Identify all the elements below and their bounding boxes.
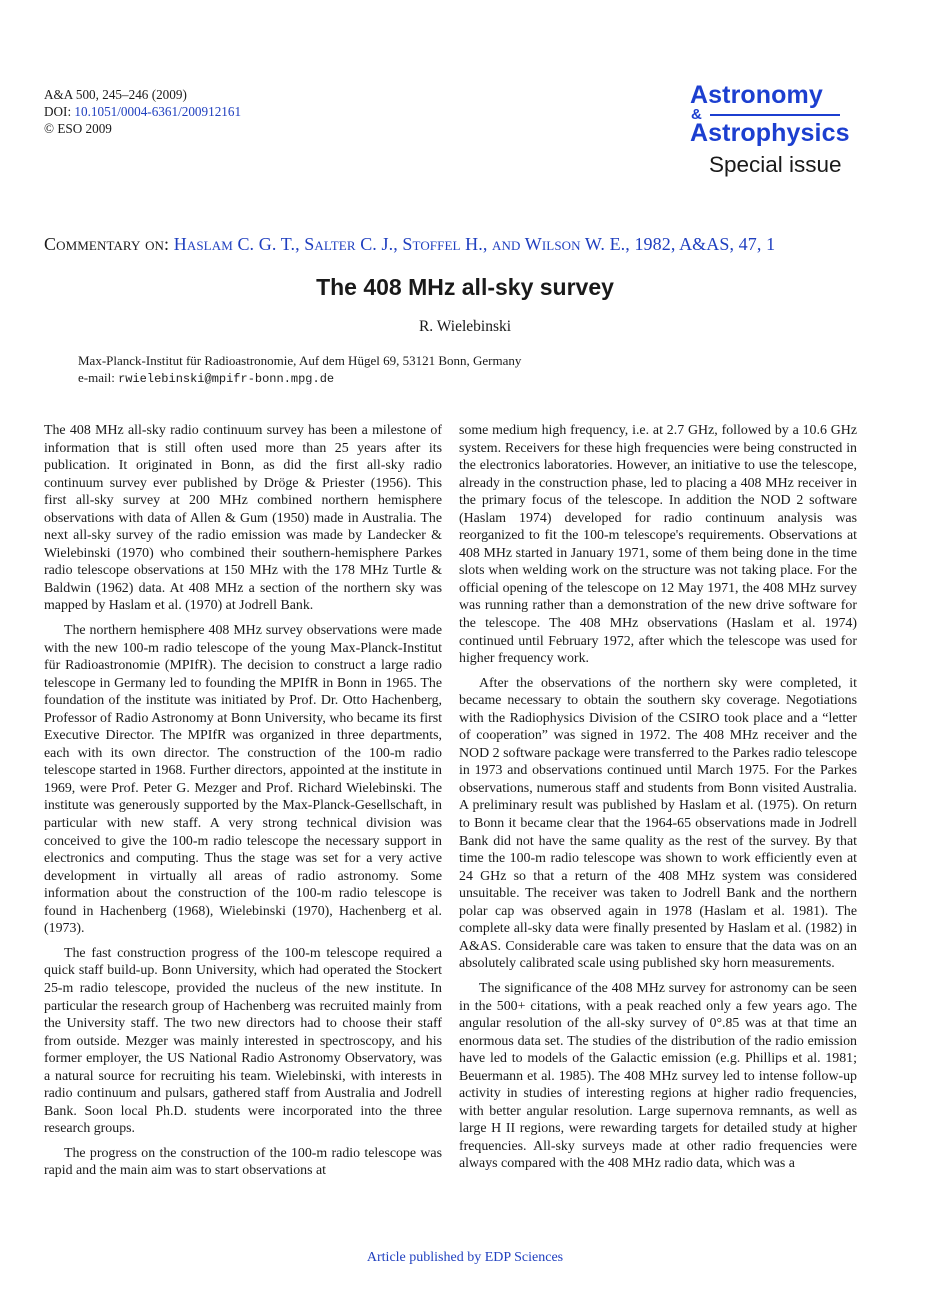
citation: A&A 500, 245–246 (2009) [44,87,187,102]
doi-line [44,103,241,120]
paragraph: The 408 MHz all-sky radio continuum survey has been a milestone of information that is still often used more than 25 years after its publication. It originated in Bonn, as did the first all-sky radio continuum survey ever published by Dröge & Priester (1956). This first all-sky survey at 200 MHz combined northern hemisphere observations with data of Allen & Gum (1950) made in Australia. The next all-sky survey of the radio emission was made by Landecker & Wielebinski (1970) who combined their southern-hemisphere Parkes radio telescope observations at 150 MHz with the 178 MHz Turtle & Baldwin (1962) data. At 408 MHz a section of the northern sky was mapped by Haslam et al. (1970) at Jodrell Bank. [44,423,442,614]
paragraph: The northern hemisphere 408 MHz survey observations were made with the new 100-m radio telescope of the young Max-Planck-Institut für Radioastronomie (MPIfR). The decision to construct a large radio telescope in Germany led to founding the MPIfR in Bonn in 1965. The foundation of the institute was initiated by Prof. Dr. Otto Hachenberg, Professor of Radio Astronomy at Bonn University, who became its first Executive Director. The MPIfR was organized in three departments, each with its own director. The construction of the 100-m radio telescope started in 1968. Further directors, appointed at the institute in 1969, were Prof. Peter G. Mezger and Prof. Richard Wielebinski. The institute was generously supported by the Max-Planck-Gesellschaft, in particular with new staff. A very strong technical division was conceived to give the 100-m radio telescope the necessary support in electronics and computing. Thus the stage was set for a very active development in virtually all areas of radio astronomy. Some information about the construction of the 100-m radio telescope is found in Hachenberg (1968), Wielebinski (1970), Hachenberg et al. (1973). [44,623,442,937]
commentary-reference-link[interactable]: Haslam C. G. T., Salter C. J., Stoffel H., and Wilson W. E., 1982, A&AS, 47, 1 [173,234,776,254]
author: R. Wielebinski [418,318,512,335]
right-column [459,422,857,1180]
journal-ampersand: & [691,106,702,123]
commentary-line [44,234,886,255]
article-title: The 408 MHz all-sky survey [316,274,614,300]
left-column [44,422,442,1187]
journal-name-line2: Astrophysics [690,119,850,147]
copyright: © ESO 2009 [44,121,112,136]
affiliation: Max-Planck-Institut für Radioastronomie, Auf dem Hügel 69, 53121 Bonn, Germany [78,353,522,368]
email-label: e-mail: [78,370,119,385]
email-address: rwielebinski@mpifr-bonn.mpg.de [118,372,335,386]
journal-name-line1: Astronomy [690,81,823,109]
paragraph: The fast construction progress of the 100-m telescope required a quick staff build-up. Bonn University, which had operated the Stockert 25-m radio telescope, provided the nucleus of the new institute. In particular the research group of Hachenberg was recruited mainly from the University staff. The two new directors had to choose their staff from outside. Mezger was mainly interested in spectroscopy, and his former employer, the US National Radio Astronomy Observatory, was a natural source for recruiting his team. Wielebinski, with interests in radio continuum and pulsars, gathered staff from Australia and Jodrell Bank. Soon local Ph.D. students were incorporated into the three research groups. [44,945,442,1137]
doi-link[interactable]: 10.1051/0004-6361/200912161 [74,104,242,119]
journal-logo [690,82,890,145]
paragraph: The significance of the 408 MHz survey for astronomy can be seen in the 500+ citations, with a peak reached only a few years ago. The angular resolution of the all-sky survey of 0°.85 was at that time an enormous data set. The studies of the distribution of the radio emission have led to models of the Galactic emission (e.g. Phillips et al. 1981; Beuermann et al. 1985). The 408 MHz survey led to intense follow-up activity in studies of interesting regions at higher radio frequencies, with better angular resolution. Large supernova remnants, as well as large H II regions, were rewarding targets for detailed study at higher frequencies. All-sky surveys made at other radio frequencies were always compared with the 408 MHz radio data, which was a [459,980,857,1172]
email-line [78,369,521,388]
paragraph: some medium high frequency, i.e. at 2.7 GHz, followed by a 10.6 GHz system. Receivers for these high frequencies were being constructed in the electronics laboratories. However, an initiative to use the telescope, already in the construction phase, led to placing a 408 MHz receiver in the primary focus of the telescope. In addition the NOD 2 software (Haslam 1974) developed for radio continuum analysis was reorganized to fit the 100-m telescope's requirements. Observations at 408 MHz started in January 1971, some of them being done in the time slots when welding work on the structure was not taking place. For the official opening of the telescope on 12 May 1971, the 408 MHz survey was running rather than a demonstration of the new drive software for the telescope. The 408 MHz observations (Haslam et al. 1974) continued until February 1972, after which the telescope was used for higher frequency work. [459,423,857,667]
doi-label: DOI: [44,104,75,119]
paragraph: After the observations of the northern sky were completed, it became necessary to obtain the southern sky coverage. Negotiations with the Radiophysics Division of the CSIRO took place and a “letter of cooperation” was signed in 1972. The 408 MHz receiver and the NOD 2 software package were transferred to the Parkes radio telescope in 1973 and observations continued until March 1975. For the Parkes observations, numerous staff and students from Bonn visited Australia. A preliminary result was published by Haslam et al. (1975). On return to Bonn it became clear that the 1964-65 observations made in Jodrell Bank did not have the same quality as the rest of the survey. By that time the 100-m radio telescope was shown to work efficiently even at 24 GHz so that a return of the 408 MHz system was considered unsuitable. The receiver was taken to Jodrell Bank and the northern polar cap was observed again in 1978 (Haslam et al. 1981). The complete all-sky data were finally presented by Haslam et al. (1982) in A&AS. Considerable care was taken to ensure that the data was on an absolutely calibrated scale using published sky horn measurements. [459,675,857,972]
affiliation-block [78,352,521,388]
publisher-footer[interactable]: Article published by EDP Sciences [366,1250,564,1265]
paragraph: The progress on the construction of the 100-m radio telescope was rapid and the main aim was to start observations at [44,1145,442,1179]
special-issue-label: Special issue [709,152,842,177]
citation-block [44,86,241,137]
commentary-prefix: Commentary on: [44,234,174,254]
